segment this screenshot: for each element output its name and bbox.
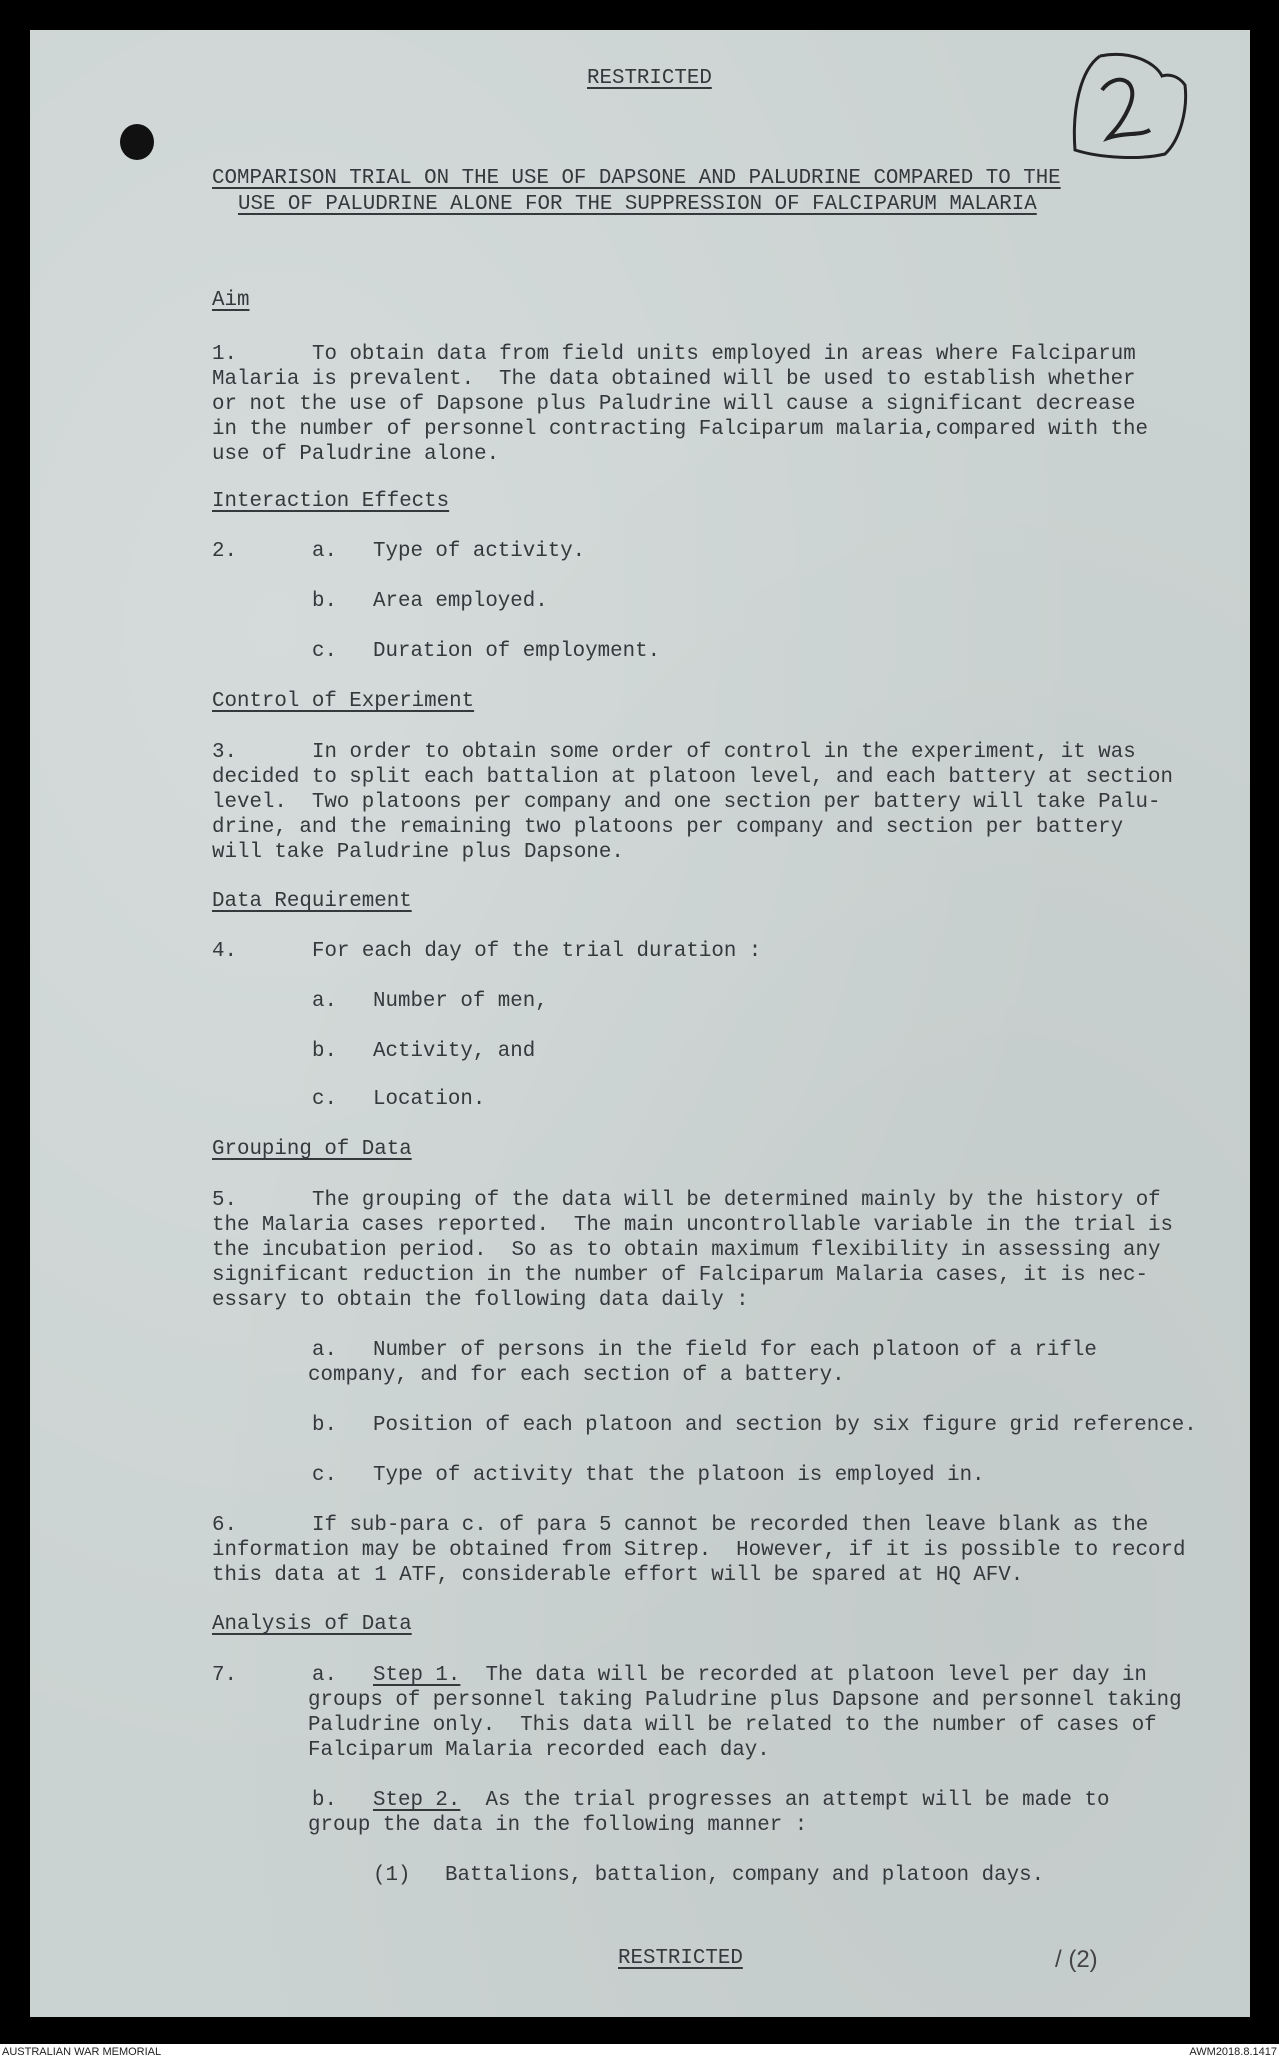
- section-heading: Aim: [212, 289, 250, 312]
- subparagraph-letter: a.: [312, 540, 337, 563]
- text-line: The data will be recorded at platoon level per day in: [460, 1664, 1147, 1687]
- section-heading: Control of Experiment: [212, 690, 475, 713]
- archive-footer-strip: [0, 2044, 1279, 2061]
- text-line: Malaria is prevalent. The data obtained will be used to establish whether: [212, 368, 1136, 391]
- punch-hole: [120, 124, 154, 160]
- subparagraph-letter: c.: [312, 1464, 337, 1487]
- text-line: As the trial progresses an attempt will be made to: [460, 1789, 1110, 1812]
- text-line: The grouping of the data will be determined mainly by the history of: [312, 1189, 1161, 1212]
- text-line: use of Paludrine alone.: [212, 443, 500, 466]
- text-line: Activity, and: [373, 1040, 536, 1063]
- archive-name: AUSTRALIAN WAR MEMORIAL: [2, 2046, 162, 2058]
- subparagraph-letter: b.: [312, 1789, 337, 1812]
- text-line: Location.: [373, 1088, 486, 1111]
- text-line: Duration of employment.: [373, 640, 661, 663]
- text-line: or not the use of Dapsone plus Paludrine will cause a significant decrease: [212, 393, 1136, 416]
- paragraph-number: 3.: [212, 741, 237, 764]
- text-line: the incubation period. So as to obtain maximum flexibility in assessing any: [212, 1239, 1161, 1262]
- text-line: Number of persons in the field for each platoon of a rifle: [373, 1339, 1097, 1362]
- subparagraph-letter: b.: [312, 1414, 337, 1437]
- text-line: in the number of personnel contracting Falciparum malaria,compared with the: [212, 418, 1149, 441]
- text-line: this data at 1 ATF, considerable effort will be spared at HQ AFV.: [212, 1564, 1024, 1587]
- step-label: Step 2.: [373, 1789, 461, 1812]
- text-line: Number of men,: [373, 990, 548, 1013]
- classification-footer: RESTRICTED: [618, 1947, 743, 1970]
- section-heading: Data Requirement: [212, 890, 412, 913]
- paragraph-number: 6.: [212, 1514, 237, 1537]
- text-line: essary to obtain the following data daily :: [212, 1289, 749, 1312]
- step-label: Step 1.: [373, 1664, 461, 1687]
- text-line: Paludrine only. This data will be related to the number of cases of: [308, 1714, 1157, 1737]
- text-line: group the data in the following manner :: [308, 1814, 808, 1837]
- subparagraph-letter: a.: [312, 990, 337, 1013]
- paragraph-number: 4.: [212, 940, 237, 963]
- text-line: Battalions, battalion, company and platoon days.: [445, 1864, 1045, 1887]
- text-line: Position of each platoon and section by six figure grid reference.: [373, 1414, 1197, 1437]
- text-line: To obtain data from field units employed in areas where Falciparum: [312, 343, 1136, 366]
- subparagraph-letter: b.: [312, 590, 337, 613]
- text-line: drine, and the remaining two platoons per company and section per battery: [212, 816, 1124, 839]
- archive-reference: AWM2018.8.1417: [1189, 2046, 1277, 2058]
- subparagraph-letter: a.: [312, 1339, 337, 1362]
- section-heading: Analysis of Data: [212, 1613, 412, 1636]
- title-line-1: COMPARISON TRIAL ON THE USE OF DAPSONE AND PALUDRINE COMPARED TO THE: [212, 167, 1061, 190]
- classification-header: RESTRICTED: [587, 67, 712, 90]
- item-number: (1): [373, 1864, 411, 1887]
- text-line: level. Two platoons per company and one section per battery will take Palu-: [212, 791, 1161, 814]
- subparagraph-letter: c.: [312, 1088, 337, 1111]
- next-page-indicator: / (2): [1055, 1946, 1098, 1973]
- title-line-2: USE OF PALUDRINE ALONE FOR THE SUPPRESSION OF FALCIPARUM MALARIA: [238, 193, 1037, 216]
- text-line: Falciparum Malaria recorded each day.: [308, 1739, 770, 1762]
- text-line: In order to obtain some order of control in the experiment, it was: [312, 741, 1136, 764]
- handwritten-page-number-mark: [1070, 50, 1200, 165]
- text-line: significant reduction in the number of Falciparum Malaria cases, it is nec-: [212, 1264, 1149, 1287]
- text-line: Type of activity that the platoon is employed in.: [373, 1464, 985, 1487]
- text-line: If sub-para c. of para 5 cannot be recorded then leave blank as the: [312, 1514, 1149, 1537]
- paragraph-number: 7.: [212, 1664, 237, 1687]
- paragraph-number: 2.: [212, 540, 237, 563]
- subparagraph-letter: a.: [312, 1664, 337, 1687]
- text-line: groups of personnel taking Paludrine plus Dapsone and personnel taking: [308, 1689, 1182, 1712]
- text-line: Type of activity.: [373, 540, 586, 563]
- text-line: company, and for each section of a battery.: [308, 1364, 845, 1387]
- text-line: information may be obtained from Sitrep. However, if it is possible to record: [212, 1539, 1186, 1562]
- paragraph-number: 1.: [212, 343, 237, 366]
- text-line: will take Paludrine plus Dapsone.: [212, 841, 624, 864]
- section-heading: Interaction Effects: [212, 490, 450, 513]
- paragraph-number: 5.: [212, 1189, 237, 1212]
- section-heading: Grouping of Data: [212, 1138, 412, 1161]
- subparagraph-letter: c.: [312, 640, 337, 663]
- subparagraph-letter: b.: [312, 1040, 337, 1063]
- text-line: For each day of the trial duration :: [312, 940, 762, 963]
- text-line: the Malaria cases reported. The main uncontrollable variable in the trial is: [212, 1214, 1173, 1237]
- text-line: decided to split each battalion at platoon level, and each battery at section: [212, 766, 1173, 789]
- text-line: Area employed.: [373, 590, 548, 613]
